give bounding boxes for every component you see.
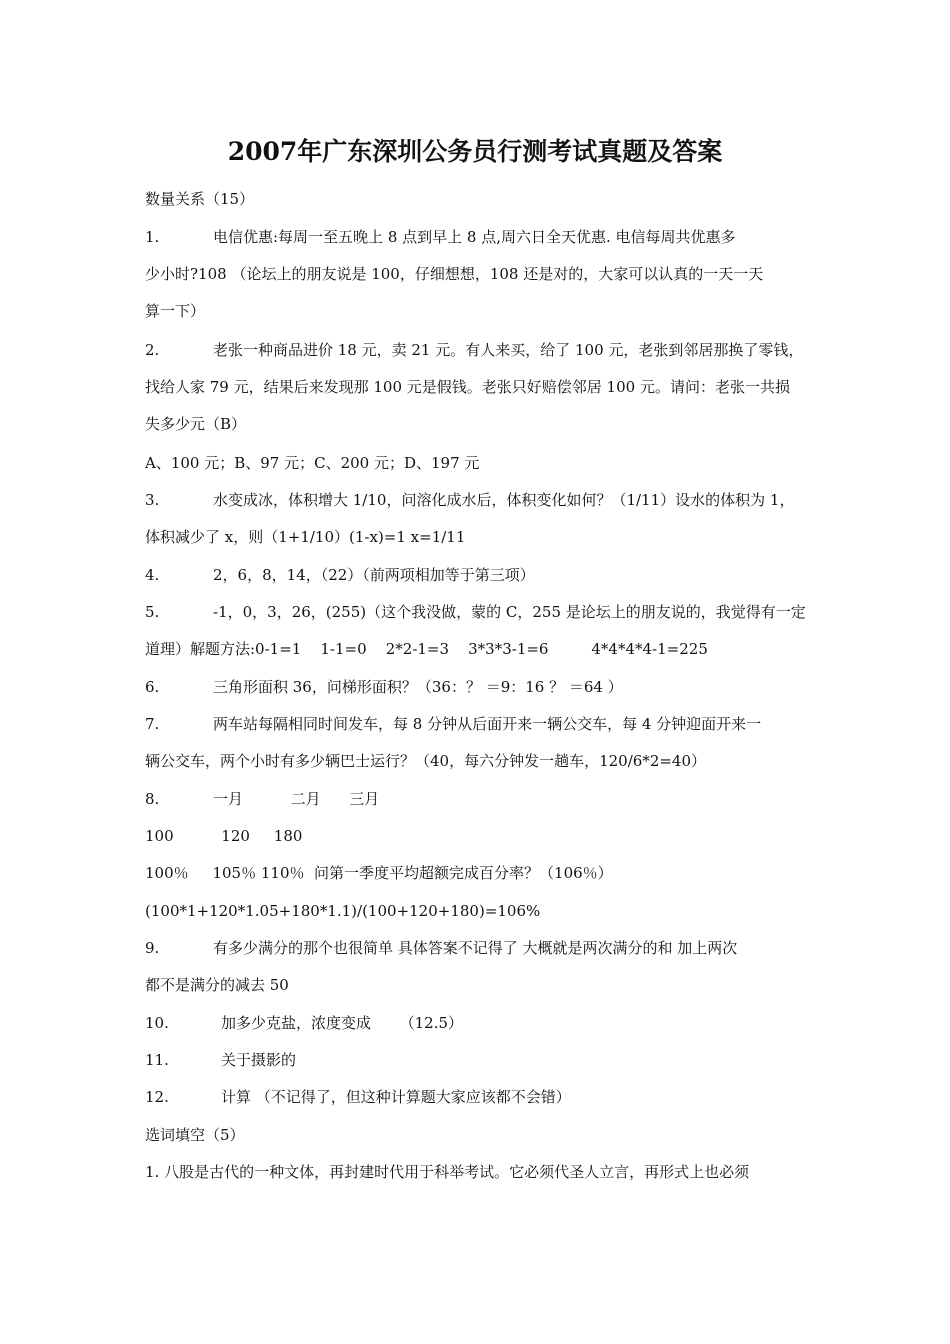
question-7-number: 7.: [145, 715, 160, 733]
question-4-line-1: [145, 563, 815, 587]
question-7-text-1: 两车站每隔相同时间发车，每 8 分钟从后面开来一辆公交车，每 4 分钟迎面开来一: [213, 715, 762, 733]
question-8-months: 一月 二月 三月: [213, 790, 380, 808]
question-5-line-2: 道理）解题方法:0-1=1 1-1=0 2*2-1=3 3*3*3-1=6 4*4*4*4-1=225: [145, 640, 708, 658]
question-4-text-1: 2，6，8，14，（22）（前两项相加等于第三项）: [213, 566, 535, 584]
question-1-number: 1.: [145, 228, 160, 246]
question-2-line-3: 失多少元（B）: [145, 415, 247, 433]
question-8-number: 8.: [145, 790, 160, 808]
question-8-line-1: [145, 787, 815, 811]
question-5-number: 5.: [145, 603, 160, 621]
fill-blank-question-1-line-1: 1. 八股是古代的一种文体，再封建时代用于科举考试。它必须代圣人立言，再形式上也必须: [145, 1163, 750, 1181]
question-12-number: 12.: [145, 1088, 169, 1106]
question-9-number: 9.: [145, 939, 160, 957]
question-3-text-1: 水变成冰，体积增大 1/10，问溶化成水后，体积变化如何？（1/11）设水的体积为 1，: [213, 491, 795, 509]
page-title: 2007年广东深圳公务员行测考试真题及答案: [227, 137, 723, 166]
question-5-text-1: -1，0，3，26，(255)（这个我没做，蒙的 C，255 是论坛上的朋友说的，我觉得有一定: [213, 603, 806, 621]
question-9-line-1: [145, 936, 815, 960]
question-2-options: A、100 元；B、97 元；C、200 元；D、197 元: [145, 454, 480, 472]
question-10-line-1: [145, 1011, 815, 1035]
question-1-text-1: 电信优惠:每周一至五晚上 8 点到早上 8 点,周六日全天优惠. 电信每周共优惠多: [213, 228, 736, 246]
question-8-formula: (100*1+120*1.05+180*1.1)/(100+120+180)=106%: [145, 902, 541, 920]
question-2-line-1: [145, 338, 815, 362]
question-12-text-1: 计算 （不记得了，但这种计算题大家应该都不会错）: [221, 1088, 571, 1106]
question-12-line-1: [145, 1085, 815, 1109]
question-9-line-2: 都不是满分的减去 50: [145, 976, 289, 994]
question-11-text-1: 关于摄影的: [221, 1051, 297, 1069]
question-9-text-1: 有多少满分的那个也很简单 具体答案不记得了 大概就是两次满分的和 加上两次: [213, 939, 738, 957]
question-8-values: 100 120 180: [145, 827, 303, 845]
question-2-text-1: 老张一种商品进价 18 元，卖 21 元。有人来买，给了 100 元，老张到邻居那换了零钱，: [213, 341, 804, 359]
section-heading-fill-blank: 选词填空（5）: [145, 1126, 245, 1144]
question-6-text-1: 三角形面积 36，问梯形面积？（36：？ ＝9：16 ？ ＝64 ）: [213, 678, 623, 696]
question-5-line-1: [145, 600, 815, 624]
question-7-line-2: 辆公交车，两个小时有多少辆巴士运行？（40，每六分钟发一趟车，120/6*2=40）: [145, 752, 707, 770]
question-8-rates: 100％ 105％ 110％ 问第一季度平均超额完成百分率？（106％）: [145, 864, 613, 882]
question-1-line-3: 算一下）: [145, 302, 206, 320]
question-2-number: 2.: [145, 341, 160, 359]
question-6-number: 6.: [145, 678, 160, 696]
question-3-line-1: [145, 488, 815, 512]
question-6-line-1: [145, 675, 815, 699]
question-10-text-1: 加多少克盐，浓度变成 （12.5）: [221, 1014, 464, 1032]
question-7-line-1: [145, 712, 815, 736]
section-heading-quantitative: 数量关系（15）: [145, 190, 255, 208]
question-1-line-2: 少小时?108 （论坛上的朋友说是 100，仔细想想，108 还是对的，大家可以认真的一天一天: [145, 265, 764, 283]
question-4-number: 4.: [145, 566, 160, 584]
question-11-number: 11.: [145, 1051, 169, 1069]
question-11-line-1: [145, 1048, 815, 1072]
question-3-line-2: 体积减少了 x，则（1+1/10）(1-x)=1 x=1/11: [145, 528, 466, 546]
question-10-number: 10.: [145, 1014, 169, 1032]
question-3-number: 3.: [145, 491, 160, 509]
question-2-line-2: 找给人家 79 元，结果后来发现那 100 元是假钱。老张只好赔偿邻居 100 元。请问：老张一共损: [145, 378, 790, 396]
question-1-line-1: [145, 225, 815, 249]
